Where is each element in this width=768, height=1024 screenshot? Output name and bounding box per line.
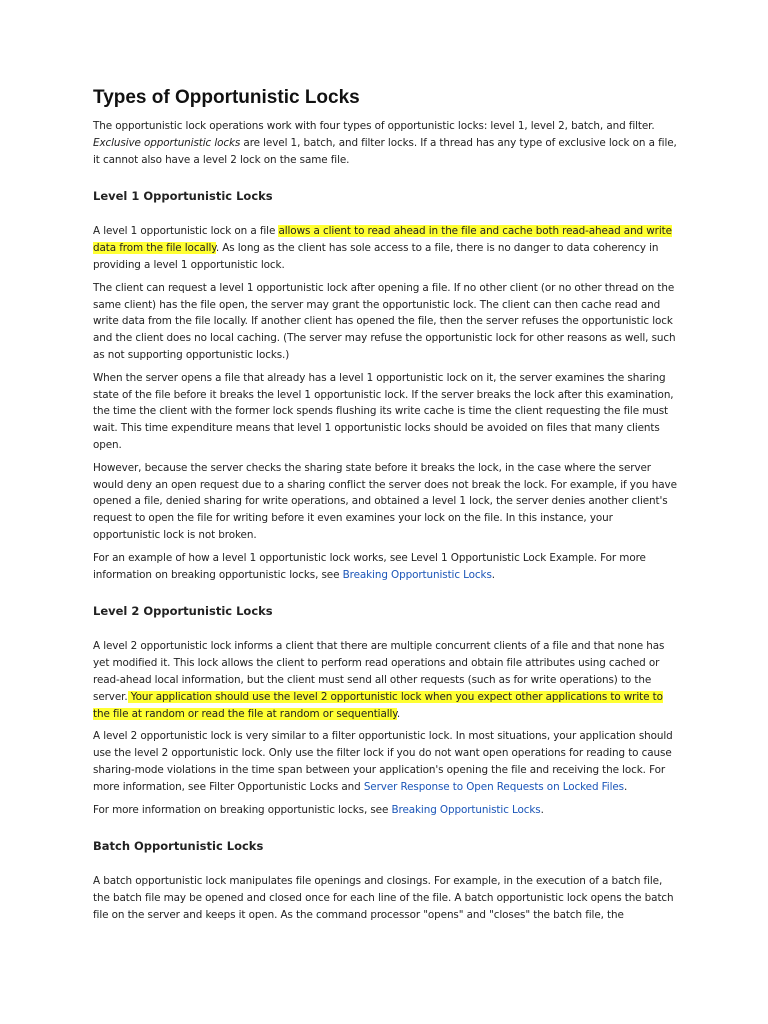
level1-paragraph-2: The client can request a level 1 opportunistic lock after opening a file. If no other client (or no other thread on the same client) has the file open, the server may grant the opportunistic lock. The client can then cache read and write data from the file locally. If another client has opened the file, then the server refuses the opportunistic lock and the client does no local caching. (The server may refuse the opportunistic lock for other reasons as well, such as not supporting opportunistic locks.) xyxy=(93,281,676,361)
level2-p1-text: A level 2 opportunistic lock informs a client that there are multiple concurrent clients of a file and that none has yet modified it. This lock allows the client to perform read operations and obtain file attributes using cached or read-ahead local information, but the client must send all other requests (such as for write operations) to the server. xyxy=(93,640,665,703)
level2-p2-end: . xyxy=(623,780,628,793)
level2-paragraph-1 xyxy=(93,638,677,722)
breaking-locks-link-2[interactable]: Breaking Opportunistic Locks xyxy=(391,803,541,816)
level1-p1-text-rest: . As long as the client has sole access to a file, there is no danger to data coherency in providing a level 1 opportunistic lock. xyxy=(93,242,659,271)
level1-p1-text: A level 1 opportunistic lock on a file xyxy=(93,225,279,238)
page-title: Types of Opportunistic Locks xyxy=(93,87,360,108)
intro-paragraph xyxy=(93,118,677,168)
level2-p3-end: . xyxy=(540,803,544,816)
intro-text-rest: are level 1, batch, and filter locks. If a thread has any type of exclusive lock on a file, it cannot also have a level 2 lock on the same file. xyxy=(93,136,677,166)
intro-italic-term: Exclusive opportunistic locks xyxy=(93,136,241,149)
level2-p2-text: A level 2 opportunistic lock is very similar to a filter opportunistic lock. In most situations, your application should use the level 2 opportunistic lock. Only use the filter lock if you do not want open operations for reading to cause sharing-mode violations in the time span between your application's opening the file and receiving the lock. For more information, see Filter Opportunistic Locks and xyxy=(93,730,673,793)
batch-paragraph-1: A batch opportunistic lock manipulates file openings and closings. For example, in the execution of a batch file, the batch file may be opened and closed once for each line of the file. A batch opportunistic lock opens the batch file on the server and keeps it open. As the command processor "opens" and "closes" the batch file, the xyxy=(93,875,674,921)
level1-p5-text: For an example of how a level 1 opportunistic lock works, see Level 1 Opportunistic Lock Example. For more information on breaking opportunistic locks, see xyxy=(93,551,646,581)
level2-p1-end: . xyxy=(396,707,401,720)
heading-level1: Level 1 Opportunistic Locks xyxy=(93,189,273,204)
level2-p3-text: For more information on breaking opportunistic locks, see xyxy=(93,803,392,816)
level1-highlight: allows a client to read ahead in the file and cache both read-ahead and write data from the file locally xyxy=(93,225,672,255)
level1-paragraph-1 xyxy=(93,223,677,273)
document-content xyxy=(93,86,677,924)
intro-text: The opportunistic lock operations work with four types of opportunistic locks: level 1, level 2, batch, and filter. xyxy=(93,120,655,132)
level2-paragraph-2 xyxy=(93,728,677,795)
level2-paragraph-3 xyxy=(93,802,677,819)
server-response-link[interactable]: Server Response to Open Requests on Locked Files xyxy=(363,780,624,793)
level1-paragraph-3: When the server opens a file that already has a level 1 opportunistic lock on it, the server examines the sharing state of the file before it breaks the level 1 opportunistic lock. If the server breaks the lock after this examination, the time the client with the former lock spends flushing its write cache is time the client requesting the file must wait. This time expenditure means that level 1 opportunistic locks should be avoided on files that many clients open. xyxy=(93,371,674,451)
level1-p5-end: . xyxy=(491,568,495,581)
level2-highlight: Your application should use the level 2 opportunistic lock when you expect other applications to write to the file at random or read the file at random or sequentially xyxy=(93,690,663,720)
level1-paragraph-5 xyxy=(93,550,677,584)
heading-level2: Level 2 Opportunistic Locks xyxy=(93,604,273,619)
heading-batch: Batch Opportunistic Locks xyxy=(93,839,264,854)
breaking-locks-link[interactable]: Breaking Opportunistic Locks xyxy=(342,568,492,581)
level1-paragraph-4: However, because the server checks the sharing state before it breaks the lock, in the case where the server would deny an open request due to a sharing conflict the server does not break the lock. For example, if you have opened a file, denied sharing for write operations, and obtained a level 1 lock, the server denies another client's request to open the file for writing before it even examines your lock on the file. In this instance, your opportunistic lock is not broken. xyxy=(93,461,677,541)
